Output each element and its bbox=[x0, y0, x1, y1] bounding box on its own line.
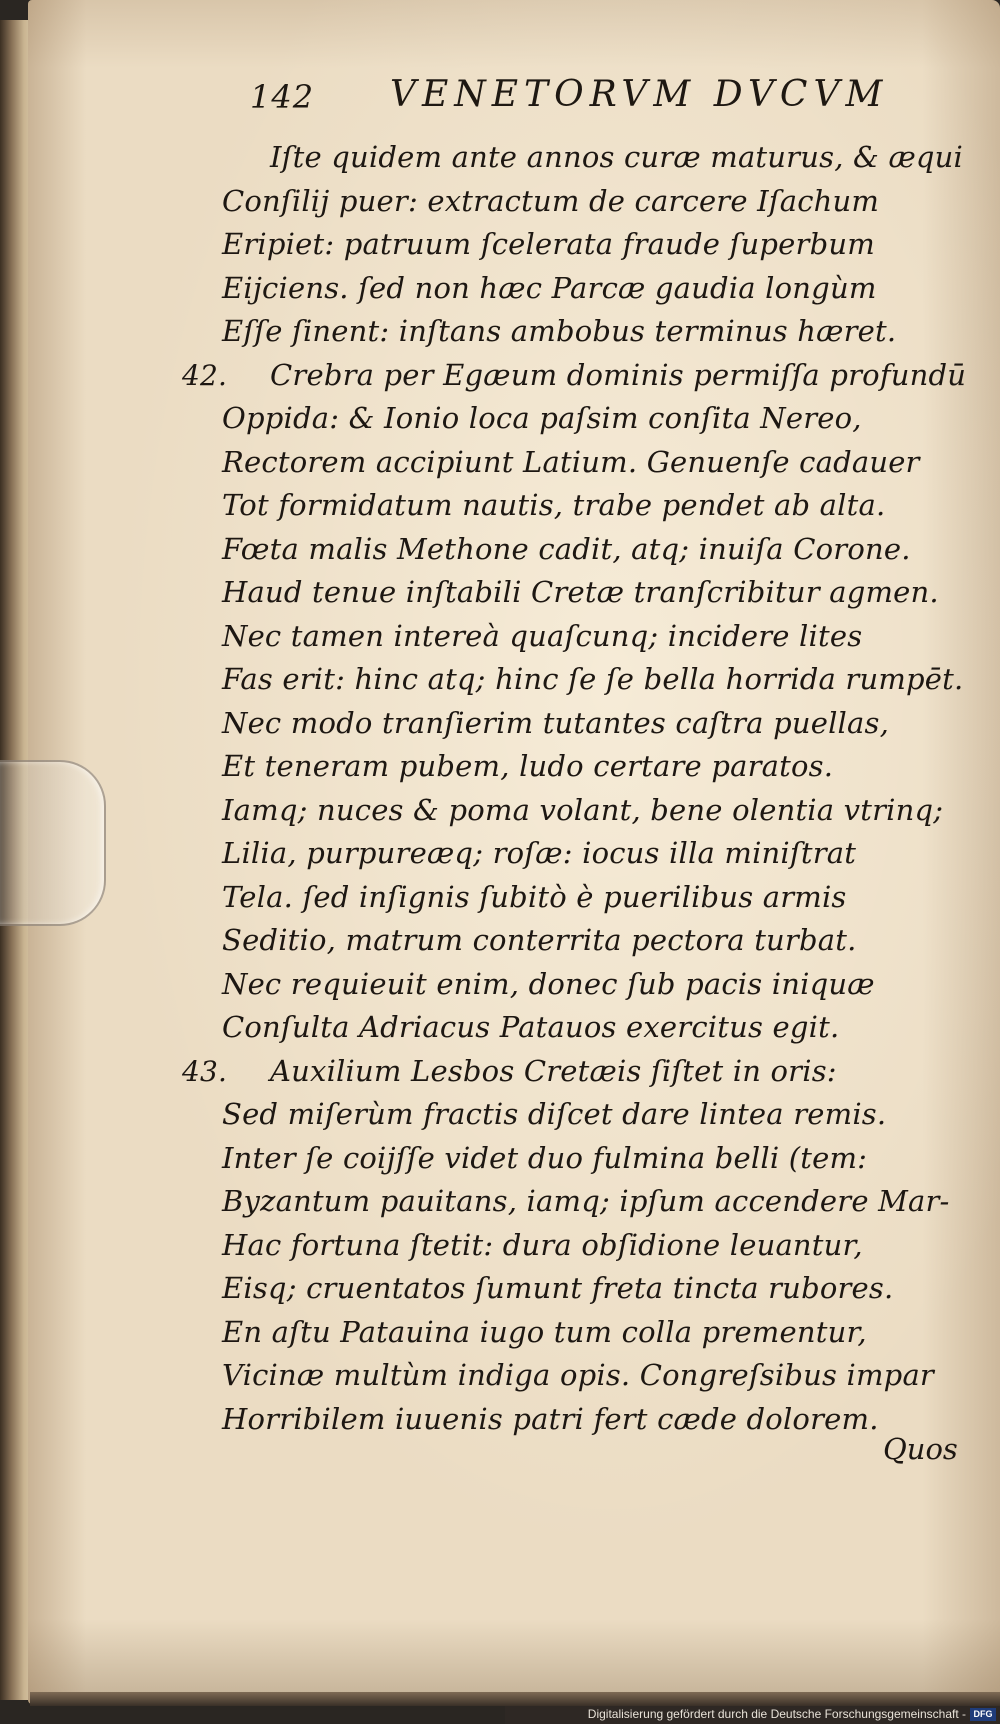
verse-line bbox=[222, 267, 966, 311]
verse-line bbox=[222, 1180, 966, 1224]
catchword: Quos bbox=[883, 1432, 958, 1466]
verse-text: Eisq; cruentatos ſumunt freta tincta rubores. bbox=[222, 1271, 894, 1305]
verse-line bbox=[222, 702, 966, 746]
verse-text: Eripiet: patruum ſcelerata fraude ſuperbum bbox=[222, 227, 875, 261]
verse-line bbox=[222, 919, 966, 963]
verse-text: Seditio, matrum conterrita pectora turbat. bbox=[222, 923, 857, 957]
verse-line bbox=[222, 1354, 966, 1398]
verse-line bbox=[222, 310, 966, 354]
verse-line bbox=[222, 963, 966, 1007]
running-head bbox=[250, 74, 890, 124]
verse-line bbox=[182, 1050, 966, 1094]
verse-text: Conſilij puer: extractum de carcere Iſachum bbox=[222, 183, 880, 218]
verse-line bbox=[222, 745, 966, 789]
verse-text: Nec requieuit enim, donec ſub pacis iniquæ bbox=[222, 966, 875, 1001]
verse-text: Lilia, purpureæq; roſæ: iocus illa miniſtrat bbox=[222, 836, 857, 870]
verse-text: En aſtu Patauina iugo tum colla prementur, bbox=[222, 1314, 867, 1349]
verse-text: Tela. ſed inſignis ſubitò è puerilibus armis bbox=[222, 879, 847, 914]
verse-text: Et teneram pubem, ludo certare paratos. bbox=[222, 749, 834, 783]
verse-line bbox=[222, 571, 966, 615]
verse-text: Eſſe ſinent: inſtans ambobus terminus hæret. bbox=[222, 314, 897, 348]
verse-line bbox=[222, 180, 966, 224]
verse-line bbox=[222, 1311, 966, 1355]
verse-line bbox=[222, 1398, 966, 1442]
verse-text: Crebra per Egæum dominis permiſſa profundū bbox=[270, 357, 967, 392]
verse-line bbox=[222, 136, 966, 180]
page-clip bbox=[0, 760, 106, 926]
verse-line bbox=[222, 484, 966, 528]
verse-text: Hac fortuna ſtetit: dura obſidione leuantur, bbox=[222, 1227, 863, 1262]
verse-text: Conſulta Adriacus Patauos exercitus egit. bbox=[222, 1010, 840, 1044]
verse-line bbox=[222, 1093, 966, 1137]
verse-text: Rectorem accipiunt Latium. Genuenſe cadauer bbox=[222, 444, 920, 479]
verse-text: Eijciens. ſed non hæc Parcæ gaudia longùm bbox=[222, 270, 877, 305]
stanza-number: 43. bbox=[182, 1054, 228, 1088]
verse-line bbox=[222, 1267, 966, 1311]
verse-line bbox=[222, 397, 966, 441]
verse-text: Horribilem iuuenis patri fert cæde dolorem. bbox=[222, 1401, 879, 1436]
digitization-banner bbox=[505, 1706, 1000, 1724]
page-bottom-edge bbox=[30, 1692, 1000, 1706]
verse-line bbox=[222, 441, 966, 485]
verse-line bbox=[222, 876, 966, 920]
digitization-note: Digitalisierung gefördert durch die Deutsche Forschungsgemeinschaft - bbox=[587, 1707, 966, 1721]
verse-line bbox=[222, 1137, 966, 1181]
page-number: 142 bbox=[250, 78, 315, 116]
verse-line bbox=[222, 1224, 966, 1268]
verse-line bbox=[222, 223, 966, 267]
verse-line bbox=[222, 832, 966, 876]
verse-text: Auxilium Lesbos Cretæis ſiſtet in oris: bbox=[270, 1053, 837, 1088]
dfg-logo: DFG bbox=[970, 1708, 996, 1721]
stanza-number: 42. bbox=[182, 358, 228, 392]
verse-line bbox=[222, 789, 966, 833]
verse-text: Iamq; nuces & poma volant, bene olentia vtrinq; bbox=[222, 792, 944, 827]
verse-text: Fœta malis Methone cadit, atq; inuiſa Corone. bbox=[222, 531, 911, 566]
verse-text: Iſte quidem ante annos curæ maturus, & æqui bbox=[270, 140, 964, 174]
verse-line bbox=[222, 615, 966, 659]
verse-text-block bbox=[182, 136, 967, 1441]
verse-text: Nec tamen intereà quaſcunq; incidere lites bbox=[222, 618, 863, 653]
verse-text: Tot formidatum nautis, trabe pendet ab alta. bbox=[222, 488, 886, 522]
verse-line bbox=[222, 658, 966, 702]
verse-text: Nec modo tranſierim tutantes caſtra puellas, bbox=[222, 705, 890, 740]
verse-line bbox=[222, 528, 966, 572]
running-title: VENETORVM DVCVM bbox=[390, 74, 889, 115]
verse-text: Haud tenue inſtabili Cretæ tranſcribitur agmen. bbox=[222, 575, 939, 609]
verse-text: Sed miſerùm fractis diſcet dare lintea remis. bbox=[222, 1097, 887, 1131]
verse-text: Vicinæ multùm indiga opis. Congreſsibus impar bbox=[222, 1358, 934, 1392]
verse-text: Inter ſe coijſſe videt duo fulmina belli (tem: bbox=[222, 1140, 868, 1175]
verse-text: Fas erit: hinc atq; hinc ſe ſe bella horrida rumpēt. bbox=[222, 662, 964, 696]
verse-line bbox=[182, 354, 967, 398]
verse-text: Oppida: & Ionio loca paſsim conſita Nereo, bbox=[222, 401, 862, 435]
verse-text: Byzantum pauitans, iamq; ipſum accendere Mar- bbox=[222, 1184, 950, 1218]
verse-line bbox=[222, 1006, 966, 1050]
